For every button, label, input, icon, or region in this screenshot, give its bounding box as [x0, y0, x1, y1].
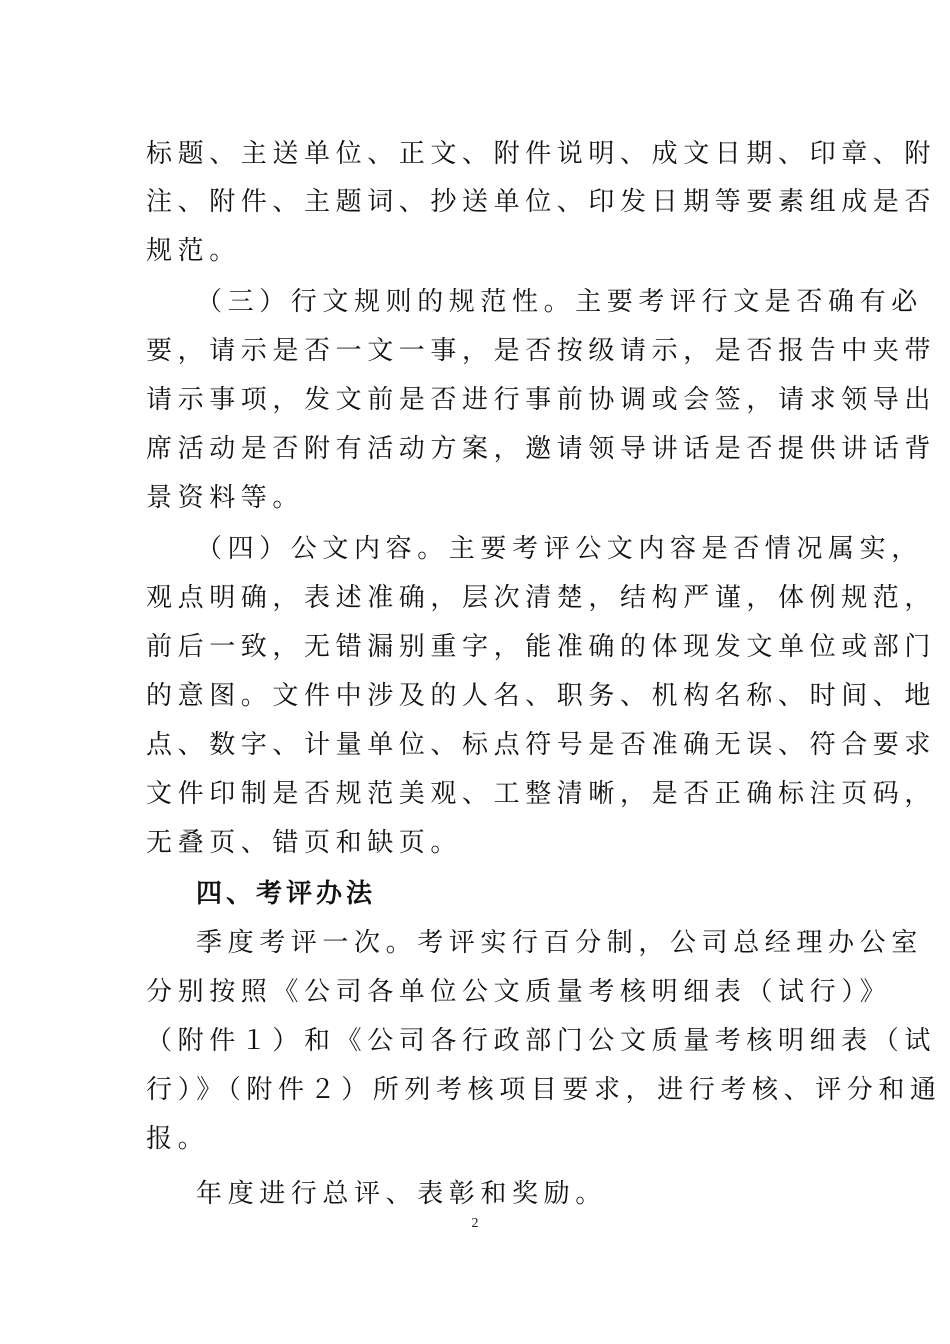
paragraph-line: （三）行文规则的规范性。主要考评行文是否确有必 — [196, 287, 923, 317]
paragraph-line: 规范。 — [146, 236, 241, 266]
paragraph-line: 观点明确，表述准确，层次清楚，结构严谨，体例规范， — [146, 583, 937, 613]
paragraph-line: 注、附件、主题词、抄送单位、印发日期等要素组成是否 — [146, 187, 937, 217]
paragraph-line: 的意图。文件中涉及的人名、职务、机构名称、时间、地 — [146, 681, 937, 711]
paragraph-line: 点、数字、计量单位、标点符号是否准确无误、符合要求 — [146, 730, 937, 760]
paragraph-line: 要，请示是否一文一事，是否按级请示，是否报告中夹带 — [146, 336, 937, 366]
paragraph-line: 报。 — [146, 1124, 210, 1154]
paragraph-line: 文件印制是否规范美观、工整清晰，是否正确标注页码， — [146, 779, 937, 809]
paragraph-line: （四）公文内容。主要考评公文内容是否情况属实， — [196, 534, 923, 564]
paragraph-line: 行）》（附件２）所列考核项目要求，进行考核、评分和通 — [146, 1075, 942, 1105]
section-heading: 四、考评办法 — [196, 879, 377, 909]
paragraph-line: 景资料等。 — [146, 483, 305, 513]
page-number: 2 — [471, 1216, 479, 1231]
paragraph-line: 无叠页、错页和缺页。 — [146, 828, 463, 858]
paragraph-line: 标题、主送单位、正文、附件说明、成文日期、印章、附 — [146, 139, 937, 169]
paragraph-line: 前后一致，无错漏别重字，能准确的体现发文单位或部门 — [146, 632, 937, 662]
paragraph-line: 季度考评一次。考评实行百分制，公司总经理办公室 — [196, 928, 923, 958]
paragraph-line: 请示事项，发文前是否进行事前协调或会签，请求领导出 — [146, 385, 937, 415]
paragraph-line: 分别按照《公司各单位公文质量考核明细表（试行）》 — [146, 977, 892, 1007]
paragraph-line: 席活动是否附有活动方案，邀请领导讲话是否提供讲话背 — [146, 434, 937, 464]
paragraph-line: 年度进行总评、表彰和奖励。 — [196, 1179, 607, 1209]
paragraph-line: （附件１）和《公司各行政部门公文质量考核明细表（试 — [146, 1026, 937, 1056]
